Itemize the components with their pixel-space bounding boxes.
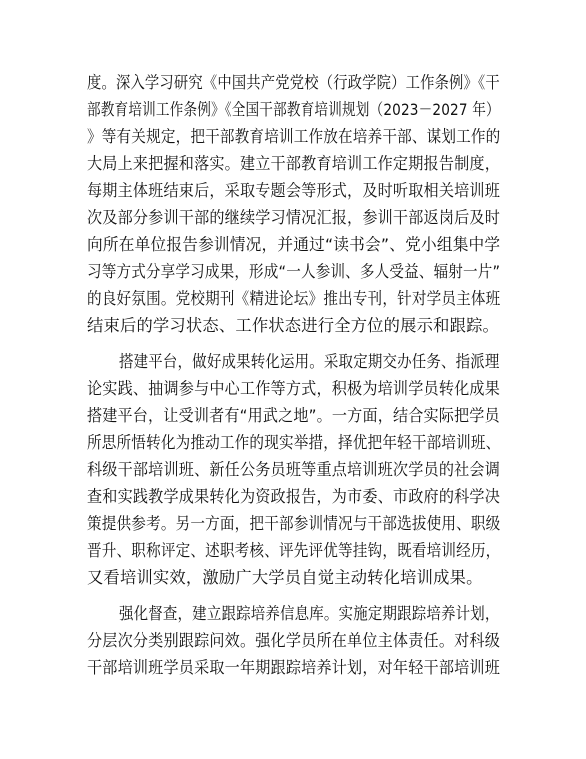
text-line: 结束后的学习状态、工作状态进行全方位的展示和跟踪。 bbox=[87, 316, 500, 335]
text-line: 搭建平台，做好成果转化运用。采取定期交办任务、指派理 bbox=[119, 352, 500, 371]
text-line: 分层次分类别跟踪问效。强化学员所在单位主体责任。对科级 bbox=[87, 631, 501, 650]
text-line: 习等方式分享学习成果，形成“一人参训、多人受益、辐射一片” bbox=[87, 262, 501, 281]
text-line: 向所在单位报告参训情况，并通过“读书会”、党小组集中学 bbox=[87, 235, 501, 254]
text-line: 干部培训班学员采取一年期跟踪培养计划，对年轻干部培训班 bbox=[87, 658, 501, 677]
text-line: 度。深入学习研究《中国共产党党校（行政学院）工作条例》《干 bbox=[87, 73, 500, 92]
text-line: 所思所悟转化为推动工作的现实举措，择优把年轻干部培训班、 bbox=[87, 433, 501, 452]
text-line: 科级干部培训班、新任公务员班等重点培训班次学员的社会调 bbox=[87, 460, 501, 479]
text-line: 搭建平台，让受训者有“用武之地”。一方面，结合实际把学员 bbox=[87, 406, 500, 425]
text-line: 》等有关规定，把干部教育培训工作放在培养干部、谋划工作的 bbox=[87, 127, 501, 146]
text-line: 大局上来把握和落实。建立干部教育培训工作定期报告制度， bbox=[87, 154, 501, 173]
text-line: 晋升、职称评定、述职考核、评先评优等挂钩，既看培训经历， bbox=[87, 541, 501, 560]
text-line: 查和实践教学成果转化为资政报告，为市委、市政府的科学决 bbox=[87, 487, 501, 506]
text-line: 论实践、抽调参与中心工作等方式，积极为培训学员转化成果 bbox=[87, 379, 501, 398]
text-line: 每期主体班结束后，采取专题会等形式，及时听取相关培训班 bbox=[87, 181, 501, 200]
text-line: 强化督查，建立跟踪培养信息库。实施定期跟踪培养计划， bbox=[119, 604, 500, 623]
text-line: 次及部分参训干部的继续学习情况汇报，参训干部返岗后及时 bbox=[87, 208, 501, 227]
text-line: 策提供参考。另一方面，把干部参训情况与干部选拔使用、职级 bbox=[87, 514, 501, 533]
text-line: 部教育培训工作条例》《全国干部教育培训规划（2023－2027 年） bbox=[87, 100, 500, 119]
text-line: 的良好氛围。党校期刊《精进论坛》推出专刊，针对学员主体班 bbox=[87, 289, 501, 308]
text-line: 又看培训实效，激励广大学员自觉主动转化培训成果。 bbox=[87, 568, 483, 587]
